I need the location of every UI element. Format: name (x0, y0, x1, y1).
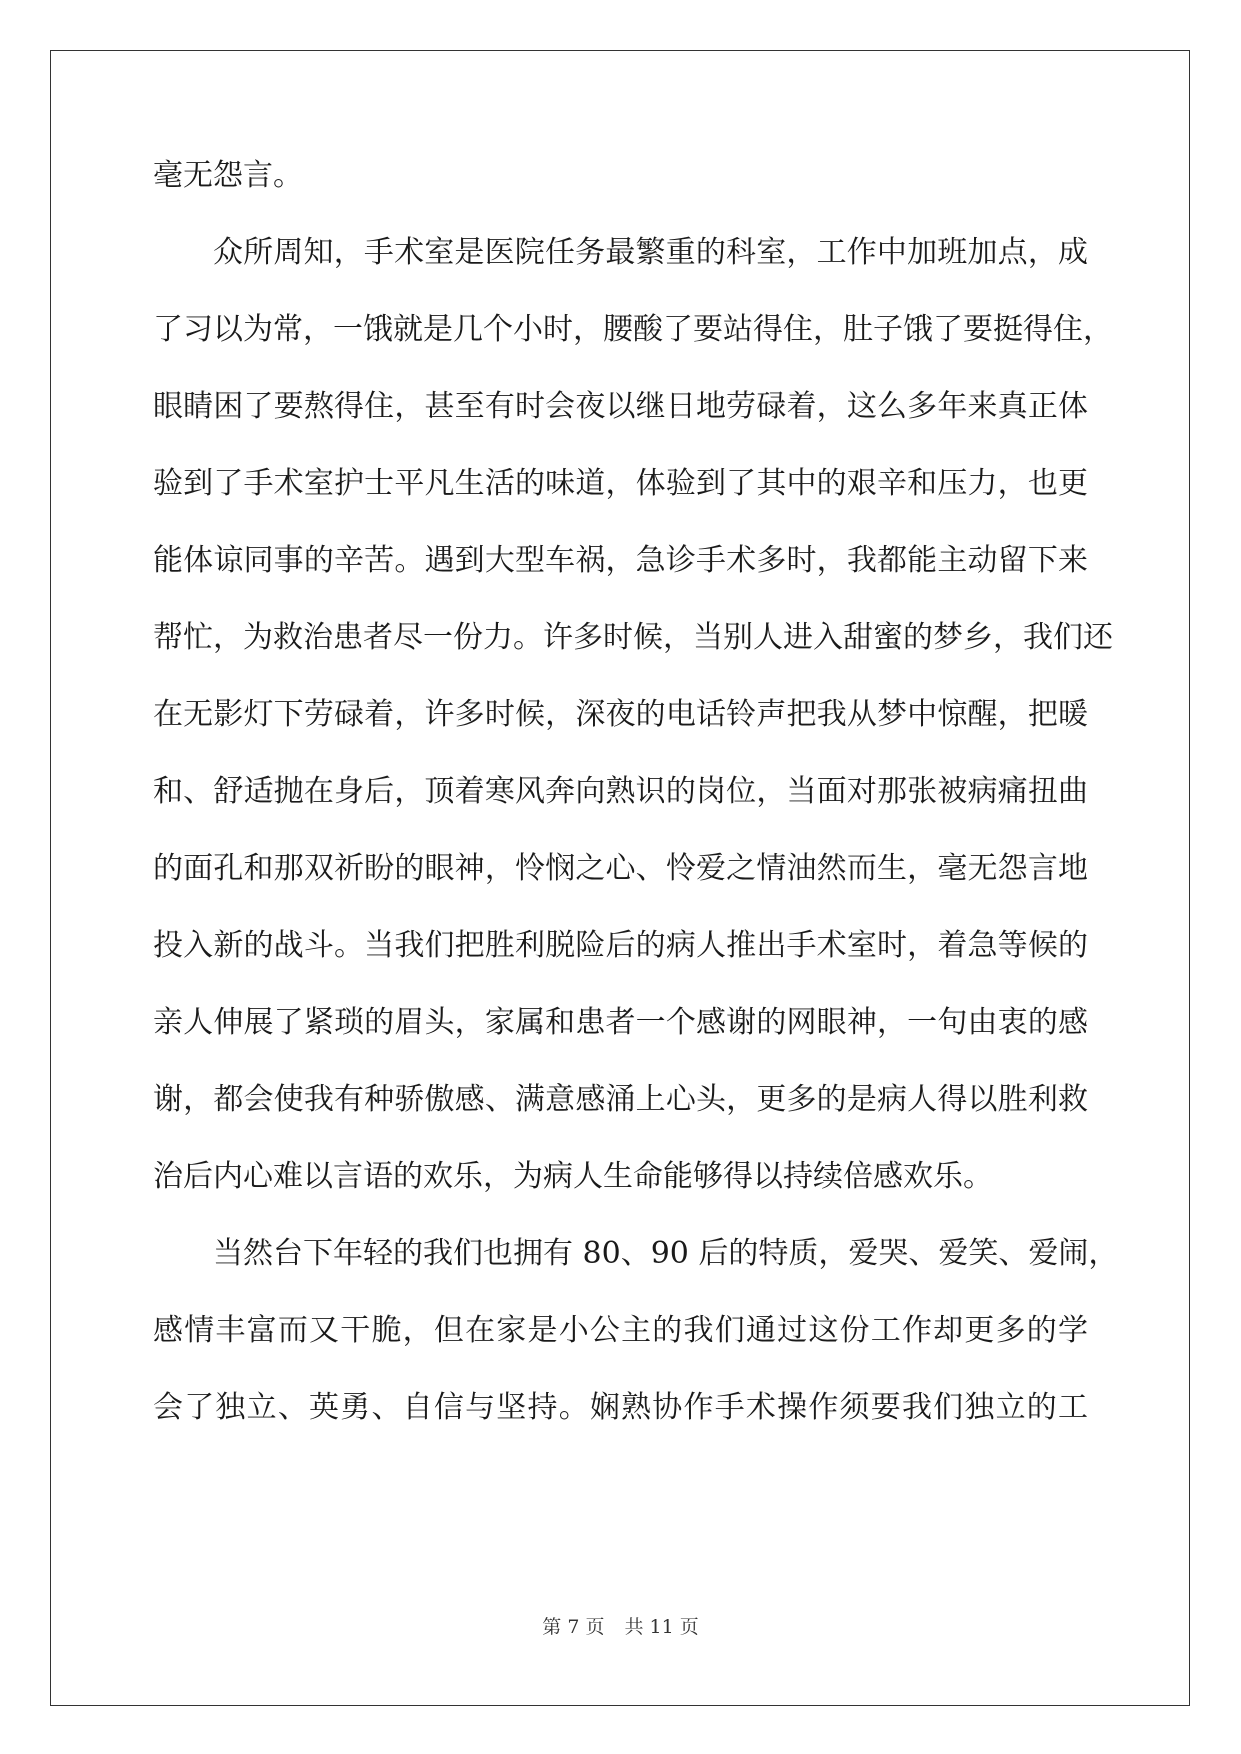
text-line: 验到了手术室护士平凡生活的味道，体验到了其中的艰辛和压力，也更 (153, 466, 1088, 501)
text-line: 治后内心难以言语的欢乐，为病人生命能够得以持续倍感欢乐。 (153, 1159, 993, 1194)
text-line: 和、舒适抛在身后，顶着寒风奔向熟识的岗位，当面对那张被病痛扭曲 (153, 774, 1088, 809)
text-line: 会了独立、英勇、自信与坚持。娴熟协作手术操作须要我们独立的工 (153, 1390, 1088, 1425)
page-total: 共 11 页 (624, 1616, 699, 1638)
text-line: 亲人伸展了紧琐的眉头，家属和患者一个感谢的网眼神，一句由衷的感 (153, 1005, 1088, 1040)
text-line: 帮忙，为救治患者尽一份力。许多时候，当别人进入甜蜜的梦乡，我们还 (153, 620, 1113, 655)
text-line: 感情丰富而又干脆，但在家是小公主的我们通过这份工作却更多的学 (153, 1313, 1088, 1348)
text-line: 投入新的战斗。当我们把胜利脱险后的病人推出手术室时，着急等候的 (153, 928, 1088, 963)
text-line: 了习以为常，一饿就是几个小时，腰酸了要站得住，肚子饿了要挺得住， (153, 312, 1113, 347)
text-line: 眼睛困了要熬得住，甚至有时会夜以继日地劳碌着，这么多年来真正体 (153, 389, 1088, 424)
page-number: 第 7 页 (542, 1616, 605, 1638)
text-line: 谢，都会使我有种骄傲感、满意感涌上心头，更多的是病人得以胜利救 (153, 1082, 1088, 1117)
text-line: 的面孔和那双祈盼的眼神，怜悯之心、怜爱之情油然而生，毫无怨言地 (153, 851, 1088, 886)
paragraph-start-line: 众所周知，手术室是医院任务最繁重的科室，工作中加班加点，成 (213, 235, 1088, 270)
paragraph-start-line: 当然台下年轻的我们也拥有 80、90 后的特质，爱哭、爱笑、爱闹， (213, 1236, 1119, 1271)
page-footer (0, 1615, 1241, 1639)
document-body (153, 158, 1119, 1467)
text-line: 毫无怨言。 (153, 158, 303, 193)
text-line: 能体谅同事的辛苦。遇到大型车祸，急诊手术多时，我都能主动留下来 (153, 543, 1088, 578)
text-line: 在无影灯下劳碌着，许多时候，深夜的电话铃声把我从梦中惊醒，把暖 (153, 697, 1088, 732)
